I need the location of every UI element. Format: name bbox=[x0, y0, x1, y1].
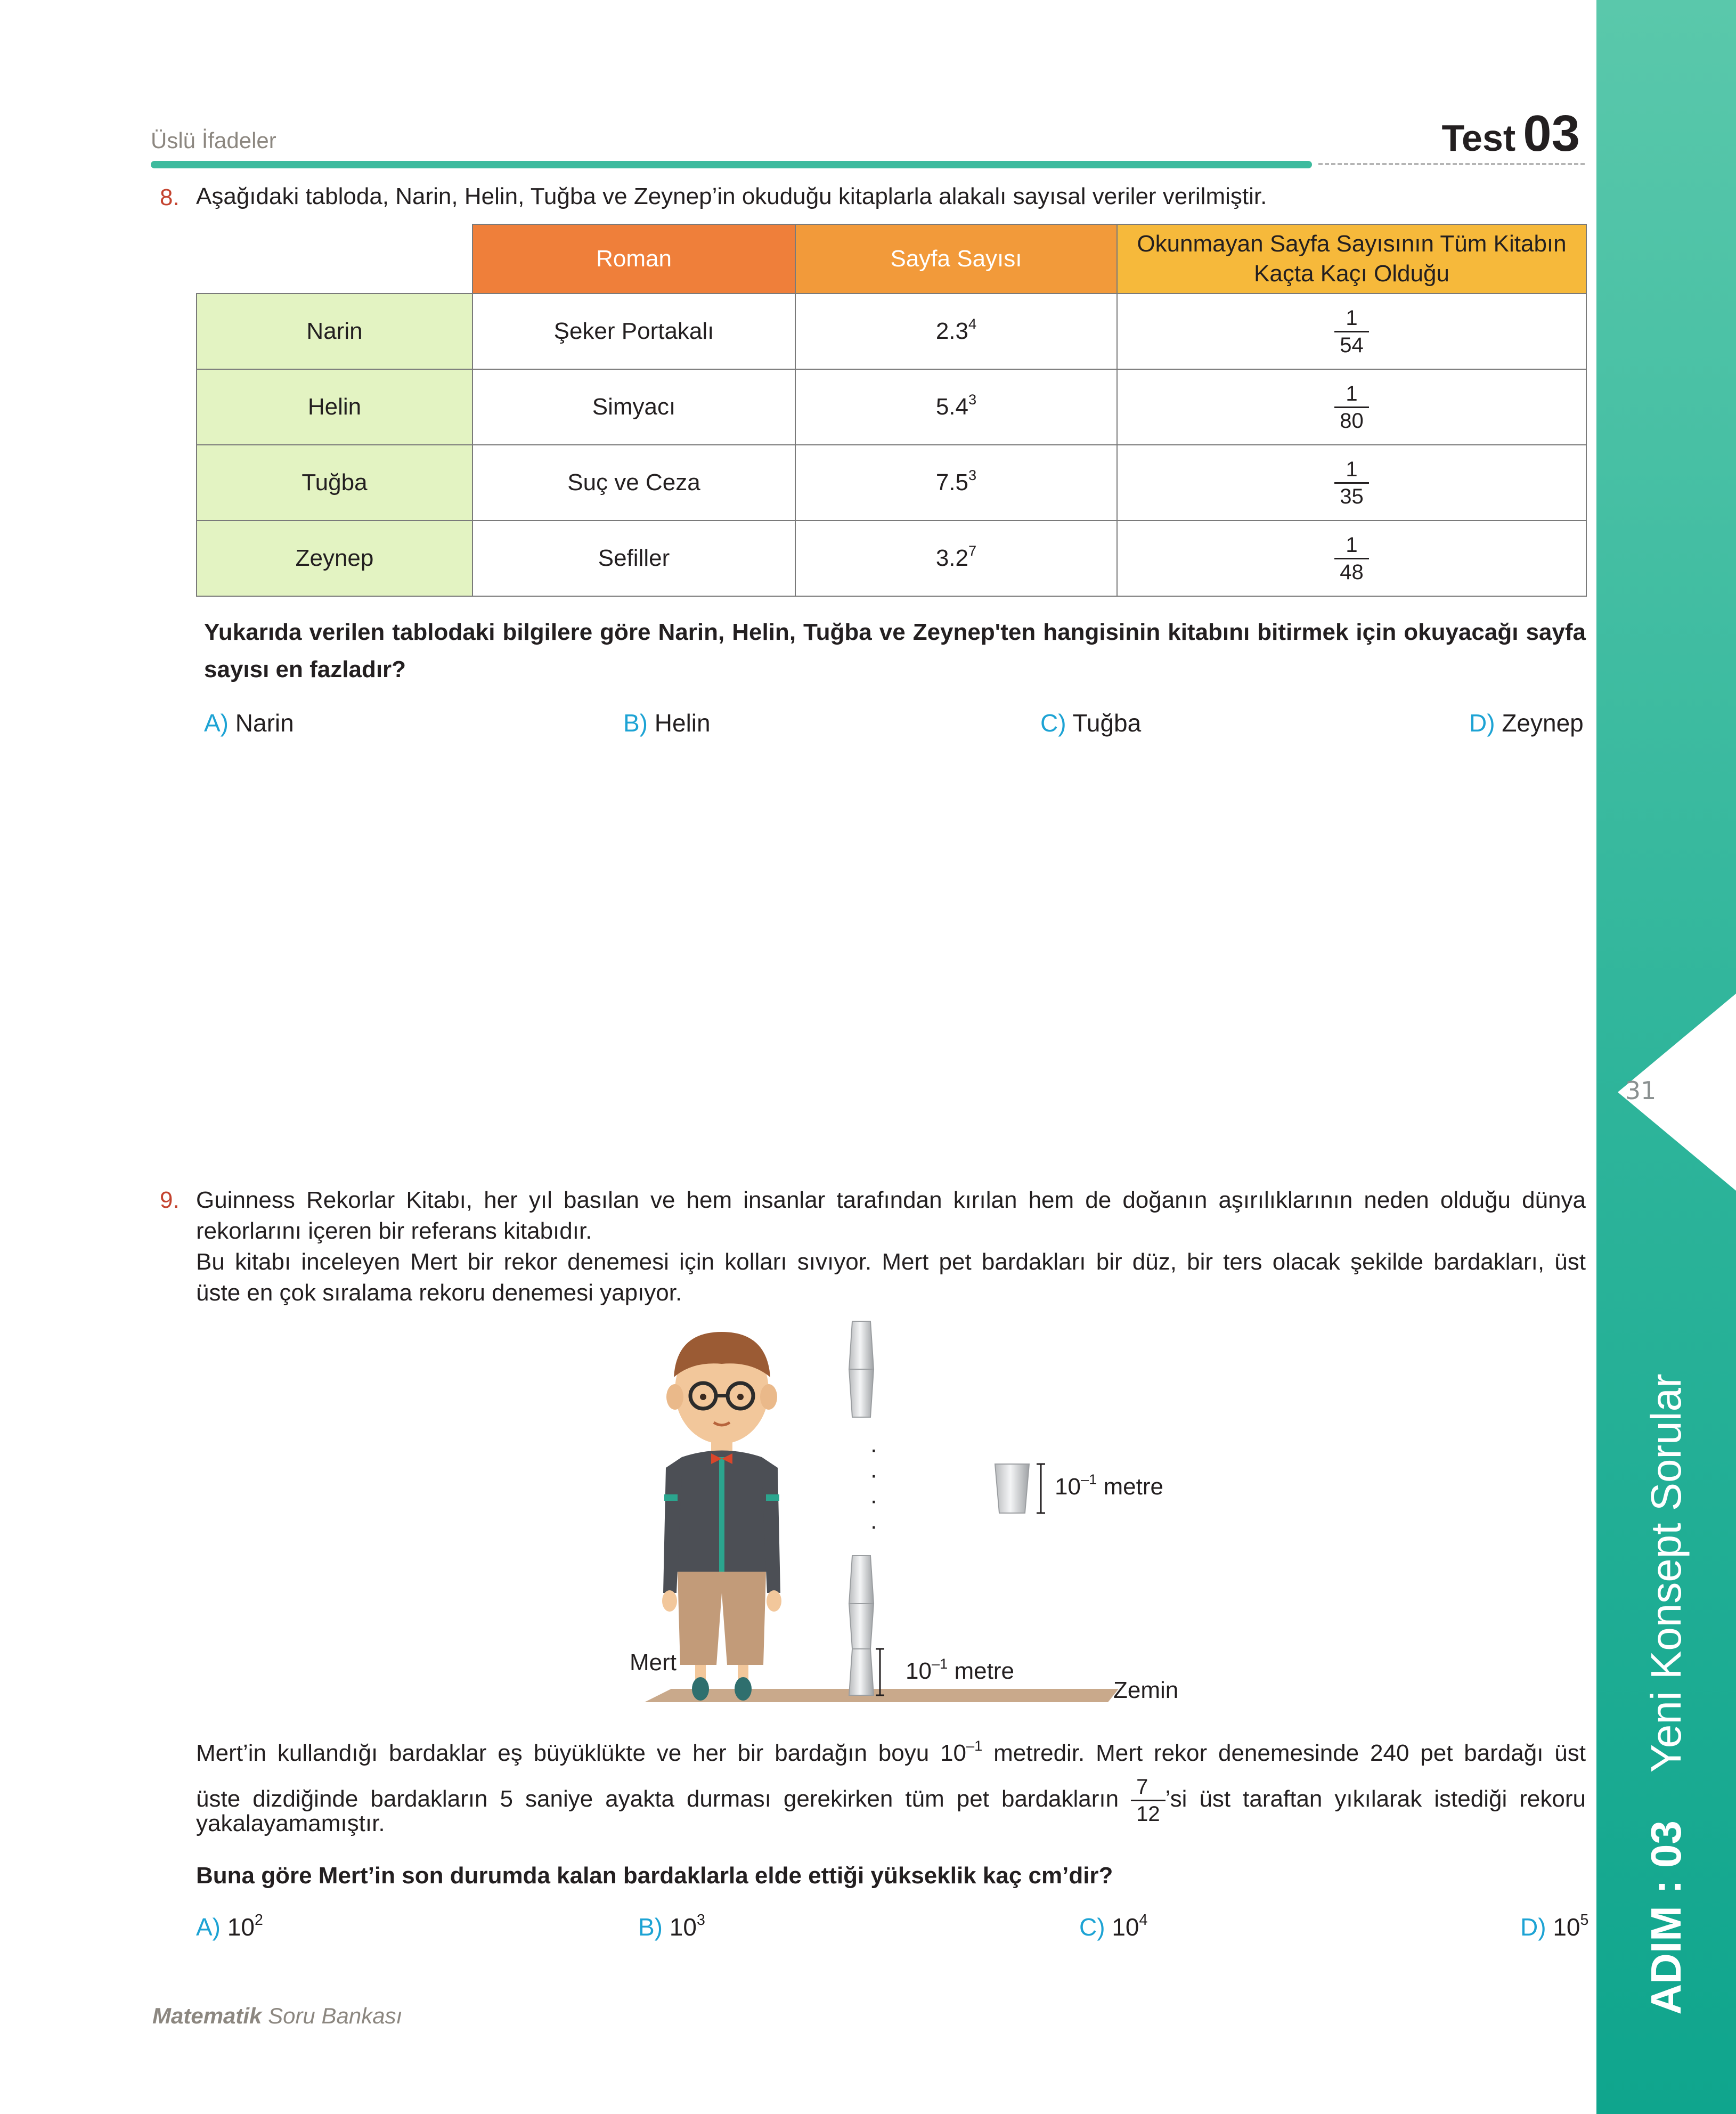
q8-option-c[interactable] bbox=[1040, 709, 1141, 737]
row-pages bbox=[795, 521, 1117, 596]
pages-exponent: 4 bbox=[968, 315, 977, 332]
dot: · bbox=[870, 1513, 878, 1539]
fraction-numerator: 1 bbox=[1346, 306, 1358, 330]
question-9-p3-line2: üste dizdiğinde bardakların 5 saniye ayakta durması gerekirken tüm pet bardakların $\frac{7}{12}$ ’si üst taraftan yıkılarak istediği rekoru bbox=[196, 1775, 1586, 1826]
cup-stack-figure bbox=[613, 1316, 1199, 1710]
q8-option-b[interactable] bbox=[623, 709, 711, 737]
page-number: 31 bbox=[1625, 1076, 1657, 1105]
stack-cup-height-label: $10^{-1}$ metre bbox=[906, 1655, 1014, 1684]
question-9-p3-line1: Mert’in kullandığı bardaklar eş büyüklükte ve her bir bardağın boyu $10^{-1}$ metredir. Mert rekor denemesinde 240 pet bardağı üst bbox=[196, 1737, 1586, 1766]
mert-figure bbox=[662, 1332, 781, 1701]
question-9-p1-line1: Guinness Rekorlar Kitabı, her yıl basılan ve hem insanlar tarafından kırılan hem de doğanın aşırılıklarının neden olduğu dünya bbox=[196, 1187, 1586, 1213]
bottom-measure-bracket bbox=[876, 1649, 884, 1695]
question-9-p1-line2: rekorlarını içeren bir referans kitabıdır. bbox=[196, 1218, 592, 1244]
ground-label: Zemin bbox=[1113, 1677, 1179, 1703]
dot: · bbox=[870, 1462, 878, 1488]
pages-base: 7.5 bbox=[935, 469, 968, 495]
table-row bbox=[197, 445, 1586, 521]
pages-exponent: 3 bbox=[968, 391, 977, 408]
header-dashed-rule bbox=[1318, 163, 1585, 165]
row-book: Sefiller bbox=[472, 521, 795, 596]
pages-exponent: 3 bbox=[968, 466, 977, 483]
dot: · bbox=[870, 1436, 878, 1462]
top-cups bbox=[849, 1321, 874, 1417]
footer-subject: Matematik bbox=[152, 2003, 262, 2028]
fraction-denominator: 54 bbox=[1334, 331, 1369, 358]
row-fraction bbox=[1117, 294, 1586, 369]
row-name: Tuğba bbox=[197, 445, 472, 521]
question-8-prompt-line1: Yukarıda verilen tablodaki bilgilere göre Narin, Helin, Tuğba ve Zeynep'ten hangisinin kitabını bitirmek için okuyacağı sayfa bbox=[204, 619, 1586, 645]
question-8-number: 8. bbox=[160, 184, 180, 210]
books-table bbox=[196, 224, 1587, 597]
dot: · bbox=[870, 1487, 878, 1514]
header-sayfa-sayisi: Sayfa Sayısı bbox=[795, 224, 1117, 294]
option-text: Zeynep bbox=[1502, 709, 1584, 737]
option-letter: B) bbox=[623, 709, 648, 737]
q8-option-d[interactable] bbox=[1469, 709, 1584, 737]
row-pages bbox=[795, 445, 1117, 521]
person-label: Mert bbox=[630, 1649, 677, 1676]
header-roman: Roman bbox=[472, 224, 795, 294]
option-letter: C) bbox=[1079, 1913, 1105, 1941]
fraction-numerator: 1 bbox=[1346, 457, 1358, 481]
question-8-prompt-line2: sayısı en fazladır? bbox=[204, 656, 406, 682]
test-number: 03 bbox=[1523, 105, 1580, 162]
question-9-number: 9. bbox=[160, 1187, 180, 1213]
option-text: Helin bbox=[654, 709, 711, 737]
p3-fraction: $\frac{7}{12}$ bbox=[1131, 1774, 1166, 1827]
bottom-cups bbox=[849, 1556, 874, 1695]
table-row bbox=[197, 521, 1586, 596]
row-name: Helin bbox=[197, 369, 472, 445]
pages-base: 3.2 bbox=[935, 545, 968, 571]
test-label: Test bbox=[1441, 117, 1516, 159]
pages-base: 2.3 bbox=[935, 318, 968, 344]
table-row bbox=[197, 369, 1586, 445]
row-fraction bbox=[1117, 521, 1586, 596]
single-cup-legend bbox=[995, 1464, 1045, 1513]
question-9-p2-line2: üste en çok sıralama rekoru denemesi yapıyor. bbox=[196, 1280, 682, 1306]
row-pages bbox=[795, 294, 1117, 369]
sidebar-vertical-title bbox=[1642, 1373, 1691, 2014]
option-letter: B) bbox=[638, 1913, 663, 1941]
fraction-denominator: 35 bbox=[1334, 482, 1369, 509]
header-rule bbox=[151, 161, 1312, 168]
fraction-numerator: 1 bbox=[1346, 533, 1358, 557]
q9-option-d[interactable]: D) $10^5$ bbox=[1520, 1912, 1589, 1941]
fraction-denominator: 80 bbox=[1334, 406, 1369, 434]
row-pages bbox=[795, 369, 1117, 445]
row-fraction bbox=[1117, 369, 1586, 445]
option-letter: D) bbox=[1520, 1913, 1546, 1941]
adim-label: ADIM : 03 bbox=[1642, 1820, 1690, 2015]
pages-base: 5.4 bbox=[935, 394, 968, 420]
test-title bbox=[1441, 104, 1580, 163]
header-okunmayan: Okunmayan Sayfa Sayısının Tüm Kitabın Kaçta Kaçı Olduğu bbox=[1117, 224, 1586, 294]
table-row bbox=[197, 294, 1586, 369]
row-book: Simyacı bbox=[472, 369, 795, 445]
koncept-label: Yeni Konsept Sorular bbox=[1642, 1373, 1690, 1773]
q8-option-a[interactable] bbox=[204, 709, 294, 737]
table-header-row bbox=[197, 224, 1586, 294]
question-8-intro: Aşağıdaki tabloda, Narin, Helin, Tuğba ve Zeynep’in okuduğu kitaplarla alakalı sayısal veriler verilmiştir. bbox=[196, 183, 1267, 209]
q9-option-b[interactable]: B) $10^3$ bbox=[638, 1912, 705, 1941]
option-letter: A) bbox=[204, 709, 229, 737]
row-name: Zeynep bbox=[197, 521, 472, 596]
q9-option-c[interactable]: C) $10^4$ bbox=[1079, 1912, 1148, 1941]
single-cup-height-label: $10^{-1}$ metre bbox=[1055, 1470, 1163, 1500]
subject-title: Üslü İfadeler bbox=[151, 128, 276, 153]
option-letter: A) bbox=[196, 1913, 221, 1941]
row-book: Suç ve Ceza bbox=[472, 445, 795, 521]
option-text: Narin bbox=[235, 709, 294, 737]
fraction-denominator: 48 bbox=[1334, 558, 1369, 585]
footer-series: Soru Bankası bbox=[268, 2003, 403, 2028]
row-fraction bbox=[1117, 445, 1586, 521]
option-letter: C) bbox=[1040, 709, 1066, 737]
q9-option-a[interactable]: A) $10^2$ bbox=[196, 1912, 263, 1941]
row-book: Şeker Portakalı bbox=[472, 294, 795, 369]
footer bbox=[152, 2003, 402, 2029]
question-9-p2-line1: Bu kitabı inceleyen Mert bir rekor denemesi için kolları sıvıyor. Mert pet bardakları bir düz, bir ters olacak şekilde bardakları, üst bbox=[196, 1249, 1586, 1275]
question-9-prompt: Buna göre Mert’in son durumda kalan bardaklarla elde ettiği yükseklik kaç cm’dir? bbox=[196, 1863, 1113, 1889]
option-letter: D) bbox=[1469, 709, 1495, 737]
table-corner bbox=[197, 224, 472, 294]
fraction-numerator: 1 bbox=[1346, 381, 1358, 405]
pages-exponent: 7 bbox=[968, 542, 977, 559]
row-name: Narin bbox=[197, 294, 472, 369]
option-text: Tuğba bbox=[1072, 709, 1142, 737]
question-9-p3-line3: yakalayamamıştır. bbox=[196, 1810, 385, 1836]
